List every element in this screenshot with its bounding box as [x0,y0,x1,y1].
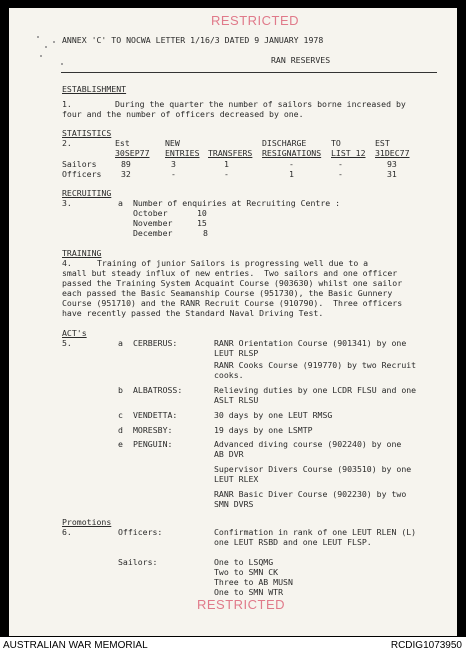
item-letter: d [118,425,123,435]
training-line: Training of junior Sailors is progressing well due to a [97,258,369,268]
act-line: AB DVR [214,449,244,459]
act-line: Supervisor Divers Course (903510) by one [214,464,412,474]
promotion-line: Two to SMN CK [214,567,279,577]
ship-name: PENGUIN: [133,439,173,449]
stat-cell: - [338,169,343,179]
document-subheading: RAN RESERVES [271,55,331,65]
section-number: 1. [62,99,72,109]
establishment-line: During the quarter the number of sailors borne increased by [115,99,406,109]
month-label: December [133,228,173,238]
stat-header: 30SEP77 [115,148,150,158]
stat-header: LIST 12 [331,148,366,158]
section-number: 6. [62,527,72,537]
stat-cell: - [171,169,176,179]
training-line: small but steady influx of new entries. Two sailors and one officer [62,268,398,278]
promotion-line: Three to AB MUSN [214,577,293,587]
stat-header: 31DEC77 [375,148,410,158]
stat-cell: 3 [171,159,176,169]
item-letter: c [118,410,123,420]
recruiting-text: Number of enquiries at Recruiting Centre : [133,198,341,208]
section-number: 4. [62,258,72,268]
stat-header: TRANSFERS [208,148,253,158]
act-line: RANR Basic Diver Course (902230) by two [214,489,407,499]
document-page [9,8,457,636]
act-line: LEUT RLSP [214,348,259,358]
act-line: cooks. [214,370,244,380]
footer-bar [0,637,466,653]
officers-label: Officers: [118,527,163,537]
stat-cell: - [338,159,343,169]
section-title-training: TRAINING [62,248,102,258]
stat-cell: 1 [289,169,294,179]
act-line: 19 days by one LSMTP [214,425,313,435]
speck [53,41,55,43]
month-count: 10 [197,208,207,218]
speck [45,46,47,48]
ship-name: MORESBY: [133,425,173,435]
act-line: SMN DVRS [214,499,254,509]
heading-rule [61,72,437,73]
stat-header: ENTRIES [165,148,200,158]
item-letter: e [118,439,123,449]
month-label: October [133,208,168,218]
item-letter: a [118,198,123,208]
section-title-promotions: Promotions [62,517,112,527]
act-line: RANR Orientation Course (901341) by one [214,338,407,348]
training-line: Course (951710) and the RANR Recruit Course (910790). Three officers [62,298,403,308]
promotion-line: one LEUT RSBD and one LEUT FLSP. [214,537,372,547]
stat-header: NEW [165,138,180,148]
stat-cell: 32 [121,169,131,179]
month-count: 8 [203,228,208,238]
speck [61,63,63,65]
footer-source: AUSTRALIAN WAR MEMORIAL [3,640,148,651]
stat-cell: - [289,159,294,169]
stat-header: RESIGNATIONS [262,148,322,158]
stat-header: Est [115,138,130,148]
section-number: 2. [62,138,72,148]
act-line: RANR Cooks Course (919770) by two Recruit [214,360,417,370]
section-title-recruiting: RECRUITING [62,188,112,198]
training-line: have recently passed the Standard Naval Driving Test. [62,308,324,318]
stat-cell: - [224,169,229,179]
ship-name: VENDETTA: [133,410,178,420]
act-line: Advanced diving course (902240) by one [214,439,402,449]
stat-row-label: Officers [62,169,102,179]
item-letter: b [118,385,123,395]
stat-header: EST [375,138,390,148]
training-line: each passed the Basic Seamanship Course (951730), the Basic Gunnery [62,288,393,298]
ship-name: CERBERUS: [133,338,178,348]
restricted-stamp-top: RESTRICTED [211,13,300,28]
act-line: LEUT RLEX [214,474,259,484]
promotion-line: One to LSQMG [214,557,274,567]
stat-cell: 31 [387,169,397,179]
stat-row-label: Sailors [62,159,97,169]
item-letter: a [118,338,123,348]
training-line: passed the Training System Acquaint Course (903630) whilst one sailor [62,278,403,288]
document-heading: ANNEX 'C' TO NOCWA LETTER 1/16/3 DATED 9 JANUARY 1978 [62,35,324,45]
promotion-line: Confirmation in rank of one LEUT RLEN (L) [214,527,417,537]
footer-id: RCDIG1073950 [390,640,462,651]
ship-name: ALBATROSS: [133,385,183,395]
stat-cell: 89 [121,159,131,169]
speck [37,36,39,38]
act-line: Relieving duties by one LCDR FLSU and one [214,385,417,395]
month-count: 15 [197,218,207,228]
establishment-line: four and the number of officers decreased by one. [62,109,304,119]
stat-cell: 93 [387,159,397,169]
section-number: 5. [62,338,72,348]
stat-cell: 1 [224,159,229,169]
section-title-statistics: STATISTICS [62,128,112,138]
act-line: 30 days by one LEUT RMSG [214,410,333,420]
section-title-acts: ACT's [62,328,87,338]
promotion-line: One to SMN WTR [214,587,284,597]
sailors-label: Sailors: [118,557,158,567]
restricted-stamp-bottom: RESTRICTED [197,597,286,612]
act-line: ASLT RLSU [214,395,259,405]
section-title-establishment: ESTABLISHMENT [62,84,127,94]
speck [40,55,42,57]
month-label: November [133,218,173,228]
stat-header: TO [331,138,341,148]
stat-header: DISCHARGE [262,138,307,148]
section-number: 3. [62,198,72,208]
